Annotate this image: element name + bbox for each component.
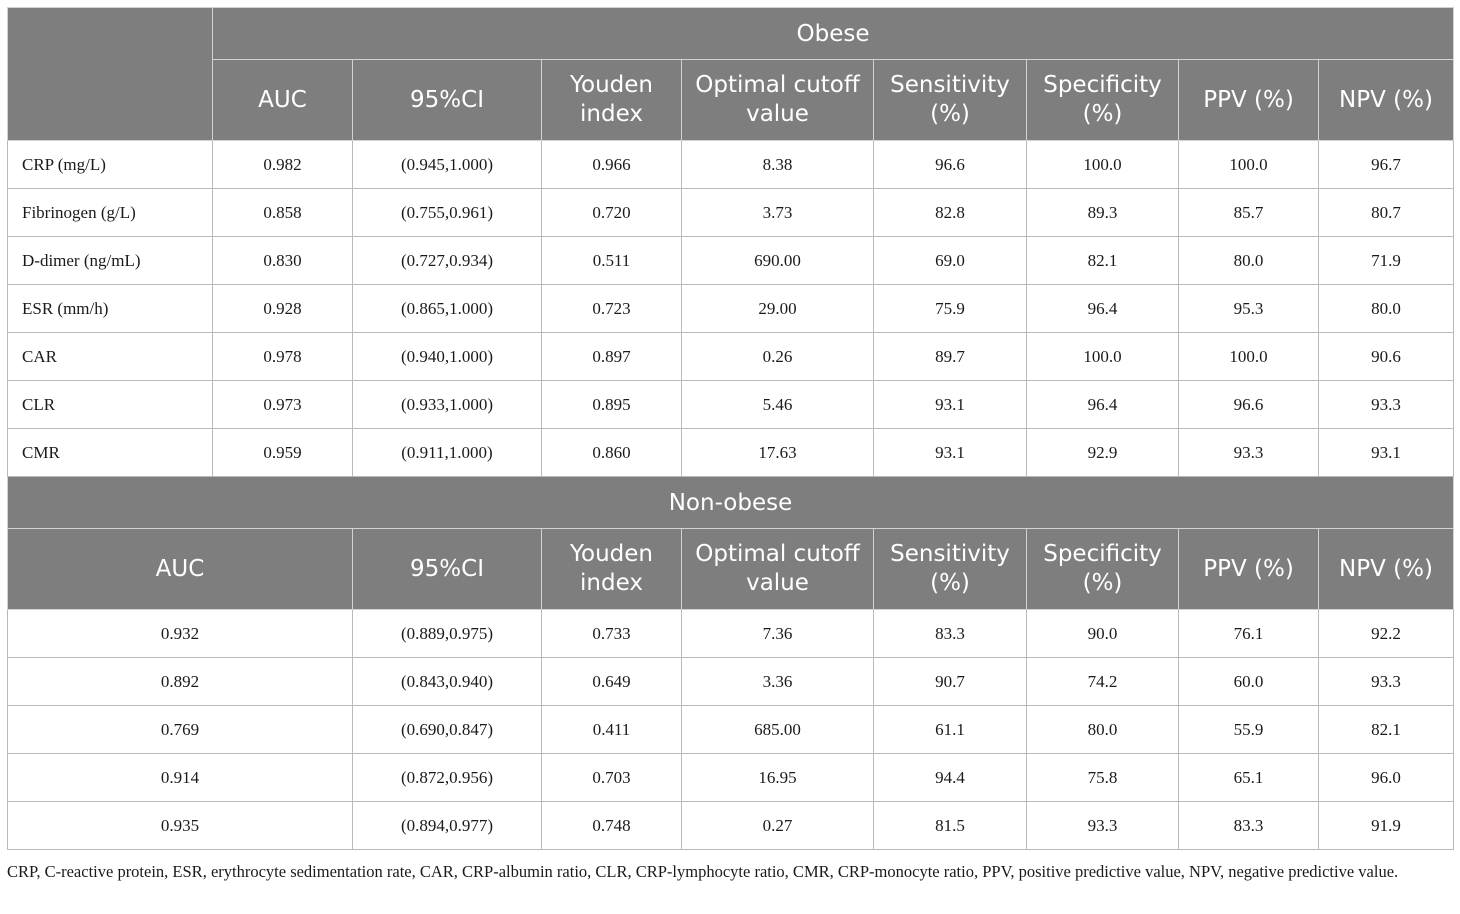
table-cell: 93.3 <box>1027 802 1179 850</box>
table-cell: 0.978 <box>213 333 353 381</box>
table-cell: 76.1 <box>1179 610 1319 658</box>
table-cell: 0.511 <box>542 237 682 285</box>
table-cell: 7.36 <box>682 610 874 658</box>
table-cell: 0.733 <box>542 610 682 658</box>
obese-band-row <box>8 8 1454 60</box>
table-cell: (0.843,0.940) <box>353 658 542 706</box>
non-obese-header-ppv: PPV (%) <box>1179 529 1319 610</box>
table-cell: 93.1 <box>1319 429 1454 477</box>
table-cell: 61.1 <box>874 706 1027 754</box>
table-footnote: CRP, C-reactive protein, ESR, erythrocyte sedimentation rate, CAR, CRP-albumin ratio, CLR, CRP-lymphocyte ratio, CMR, CRP-monocyte ratio, PPV, positive predictive value, NPV, negative predictive value. <box>7 862 1399 881</box>
table-cell: 0.892 <box>8 658 353 706</box>
table-row <box>8 754 1454 802</box>
row-label: CAR <box>8 333 213 381</box>
table-cell: 0.748 <box>542 802 682 850</box>
table-cell: (0.940,1.000) <box>353 333 542 381</box>
table-cell: 83.3 <box>874 610 1027 658</box>
table-cell: 80.7 <box>1319 189 1454 237</box>
table-cell: 0.858 <box>213 189 353 237</box>
table-cell: 100.0 <box>1027 141 1179 189</box>
table-cell: 16.95 <box>682 754 874 802</box>
table-cell: 0.973 <box>213 381 353 429</box>
table-cell: 60.0 <box>1179 658 1319 706</box>
table-cell: 65.1 <box>1179 754 1319 802</box>
table-cell: 89.3 <box>1027 189 1179 237</box>
table-cell: 75.8 <box>1027 754 1179 802</box>
non-obese-title: Non-obese <box>8 477 1454 529</box>
table-cell: 93.3 <box>1319 381 1454 429</box>
table-cell: (0.690,0.847) <box>353 706 542 754</box>
row-label: Fibrinogen (g/L) <box>8 189 213 237</box>
table-cell: (0.889,0.975) <box>353 610 542 658</box>
table-cell: (0.865,1.000) <box>353 285 542 333</box>
table-cell: 100.0 <box>1027 333 1179 381</box>
table-cell: 90.7 <box>874 658 1027 706</box>
table-cell: (0.727,0.934) <box>353 237 542 285</box>
table-cell: 95.3 <box>1179 285 1319 333</box>
obese-header-row <box>8 60 1454 141</box>
table-cell: 0.932 <box>8 610 353 658</box>
table-cell: 0.411 <box>542 706 682 754</box>
table-cell: 85.7 <box>1179 189 1319 237</box>
table-row <box>8 802 1454 850</box>
table-cell: 0.769 <box>8 706 353 754</box>
table-cell: 92.9 <box>1027 429 1179 477</box>
table-cell: 93.1 <box>874 381 1027 429</box>
table-cell: 80.0 <box>1027 706 1179 754</box>
table-cell: 83.3 <box>1179 802 1319 850</box>
non-obese-band-row <box>8 477 1454 529</box>
table-cell: 71.9 <box>1319 237 1454 285</box>
non-obese-header-row <box>8 529 1454 610</box>
table-cell: 89.7 <box>874 333 1027 381</box>
table-row <box>8 141 1454 189</box>
table-cell: 93.1 <box>874 429 1027 477</box>
table-cell: 0.27 <box>682 802 874 850</box>
table-cell: 0.914 <box>8 754 353 802</box>
non-obese-header-npv: NPV (%) <box>1319 529 1454 610</box>
table-cell: 69.0 <box>874 237 1027 285</box>
non-obese-header-cutoff: Optimal cutoff value <box>682 529 874 610</box>
table-row <box>8 333 1454 381</box>
non-obese-header-specificity: Specificity (%) <box>1027 529 1179 610</box>
obese-header-youden: Youden index <box>542 60 682 141</box>
table-cell: 29.00 <box>682 285 874 333</box>
results-table <box>7 7 1454 850</box>
table-cell: (0.945,1.000) <box>353 141 542 189</box>
table-cell: 3.73 <box>682 189 874 237</box>
table-cell: 93.3 <box>1319 658 1454 706</box>
table-cell: 96.7 <box>1319 141 1454 189</box>
table-cell: 0.26 <box>682 333 874 381</box>
table-cell: (0.894,0.977) <box>353 802 542 850</box>
table-cell: 0.895 <box>542 381 682 429</box>
table-cell: 0.720 <box>542 189 682 237</box>
table-row <box>8 285 1454 333</box>
table-cell: 90.0 <box>1027 610 1179 658</box>
table-cell: 82.8 <box>874 189 1027 237</box>
table-cell: 0.897 <box>542 333 682 381</box>
table-row <box>8 610 1454 658</box>
table-cell: 96.4 <box>1027 381 1179 429</box>
table-cell: 0.959 <box>213 429 353 477</box>
table-cell: 90.6 <box>1319 333 1454 381</box>
table-cell: 75.9 <box>874 285 1027 333</box>
obese-title: Obese <box>213 8 1454 60</box>
table-cell: 80.0 <box>1319 285 1454 333</box>
table-cell: 690.00 <box>682 237 874 285</box>
table-cell: 91.9 <box>1319 802 1454 850</box>
table-cell: (0.911,1.000) <box>353 429 542 477</box>
table-cell: 80.0 <box>1179 237 1319 285</box>
table-cell: 100.0 <box>1179 141 1319 189</box>
table-row <box>8 658 1454 706</box>
table-cell: 5.46 <box>682 381 874 429</box>
table-row <box>8 189 1454 237</box>
table-cell: 0.830 <box>213 237 353 285</box>
table-row <box>8 706 1454 754</box>
table-cell: (0.933,1.000) <box>353 381 542 429</box>
table-cell: 55.9 <box>1179 706 1319 754</box>
table-cell: 82.1 <box>1027 237 1179 285</box>
obese-header-cutoff: Optimal cutoff value <box>682 60 874 141</box>
table-row <box>8 237 1454 285</box>
table-cell: 100.0 <box>1179 333 1319 381</box>
table-cell: 82.1 <box>1319 706 1454 754</box>
row-label: D-dimer (ng/mL) <box>8 237 213 285</box>
table-cell: 0.860 <box>542 429 682 477</box>
table-cell: 96.6 <box>874 141 1027 189</box>
table-row <box>8 429 1454 477</box>
row-label: CRP (mg/L) <box>8 141 213 189</box>
table-cell: 685.00 <box>682 706 874 754</box>
corner-cell <box>8 8 213 141</box>
table-cell: 93.3 <box>1179 429 1319 477</box>
table-cell: (0.872,0.956) <box>353 754 542 802</box>
obese-header-npv: NPV (%) <box>1319 60 1454 141</box>
obese-header-specificity: Specificity (%) <box>1027 60 1179 141</box>
table-cell: 0.703 <box>542 754 682 802</box>
table-cell: 8.38 <box>682 141 874 189</box>
table-cell: 81.5 <box>874 802 1027 850</box>
table-cell: (0.755,0.961) <box>353 189 542 237</box>
non-obese-header-ci: 95%CI <box>353 529 542 610</box>
non-obese-header-youden: Youden index <box>542 529 682 610</box>
table-cell: 92.2 <box>1319 610 1454 658</box>
table-cell: 96.6 <box>1179 381 1319 429</box>
obese-header-sensitivity: Sensitivity (%) <box>874 60 1027 141</box>
obese-header-ppv: PPV (%) <box>1179 60 1319 141</box>
table-cell: 17.63 <box>682 429 874 477</box>
table-cell: 3.36 <box>682 658 874 706</box>
table-cell: 0.935 <box>8 802 353 850</box>
row-label: CLR <box>8 381 213 429</box>
table-row <box>8 381 1454 429</box>
table-cell: 94.4 <box>874 754 1027 802</box>
table-cell: 96.0 <box>1319 754 1454 802</box>
row-label: CMR <box>8 429 213 477</box>
obese-header-auc: AUC <box>213 60 353 141</box>
table-cell: 0.723 <box>542 285 682 333</box>
table-cell: 0.966 <box>542 141 682 189</box>
obese-header-ci: 95%CI <box>353 60 542 141</box>
row-label: ESR (mm/h) <box>8 285 213 333</box>
non-obese-header-sensitivity: Sensitivity (%) <box>874 529 1027 610</box>
non-obese-header-auc: AUC <box>8 529 353 610</box>
table-cell: 96.4 <box>1027 285 1179 333</box>
table-cell: 0.649 <box>542 658 682 706</box>
table-cell: 0.982 <box>213 141 353 189</box>
table-cell: 74.2 <box>1027 658 1179 706</box>
table-cell: 0.928 <box>213 285 353 333</box>
